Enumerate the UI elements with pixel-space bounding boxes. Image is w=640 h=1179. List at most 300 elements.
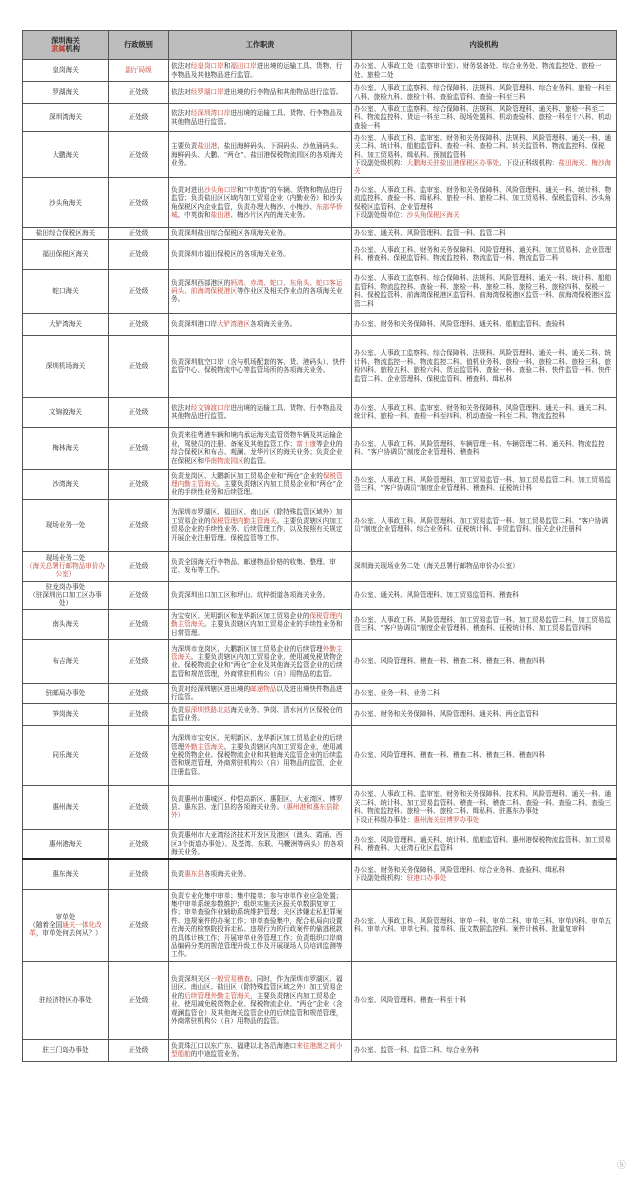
text-segment: 办公室、风险管理科、稽查一科、稽查二科、稽查三科、稽查四科 [354,657,546,666]
table-row [23,785,617,829]
cell-internal-units [352,178,617,228]
cell-level [109,427,169,469]
cell-duties [169,132,352,178]
cell-institution [23,427,109,469]
table-row [23,581,617,609]
cell-level [109,178,169,228]
text-segment: 为深圳市龙岗区、大鹏新区加工贸易企业的后续管理 [171,644,323,653]
text-segment: 海关行李物品、邮递物品价格的收集、整理、审定、发布等工作。 [171,557,336,575]
text-segment: 保税管理内勤主管海关 [171,611,343,629]
cell-internal-units [352,239,617,269]
text-segment: 保税管理内勤主管海关 [210,516,277,525]
cell-duties [169,609,352,639]
cell-institution [23,313,109,335]
text-segment: 下设副处级机构： [354,158,407,167]
text-segment: 经罗湖口岸 [190,88,224,97]
text-segment: 惠州海关驻博罗办事处 [413,815,480,824]
cell-level [109,785,169,829]
cell-institution [23,551,109,581]
cell-institution [23,269,109,313]
table-row [23,859,617,889]
text-segment: 大鹏海关 [52,150,79,159]
text-segment: 下设副处级单位： [354,211,407,220]
text-segment: 进出境的运输工具、货物、行李物品及其他物品进行监管。 [171,403,343,421]
text-segment: （驻深圳出口加工区办事处） [29,591,102,608]
table-row [23,1039,617,1061]
header-level: 行政级别 [109,31,169,60]
text-segment: 下设副处级机构： [354,874,407,883]
text-segment: 正处级 [128,520,149,529]
table-row [23,397,617,427]
cell-level [109,859,169,889]
text-segment: 福田保税区海关 [42,249,89,258]
text-segment: （惠州港和惠东县除外） [171,802,340,820]
text-segment: 负责龙岗区、大鹏新区加工贸易企业和“两仓”企业的 [171,471,323,480]
text-segment: 的监管业务。 [171,705,343,723]
cell-institution [23,132,109,178]
cell-internal-units [352,313,617,335]
text-segment: 原深圳铁路北站 [184,705,231,714]
cell-level [109,725,169,785]
text-segment: 为深圳市宝安区、光明新区、龙华新区加工贸易企业的后续管理 [171,734,343,751]
text-segment: 办公室、财务和关务保障科、风险管理科、通关科、两仓监管科 [354,709,539,718]
text-segment: 后续管理外勤主管海关 [184,991,251,1000]
text-segment: 副厅局级 [125,66,152,75]
cell-duties [169,725,352,785]
cell-level [109,313,169,335]
cell-internal-units [352,725,617,785]
text-segment: 深圳湾海关 [49,113,82,122]
table-row [23,683,617,703]
text-segment: 办公室、人事政工科、风险管理科、加工贸易监管一科、加工贸易监管二科、加工贸易监管三科、“客户协调员”制度企业管理科、稽查科、征税统计科、加工贸易监管四科 [354,615,612,633]
text-segment: 。主要负责辖区内加工贸易企业的手续性业务、后续管理工作，以及按照有关规定开展企业注册管理、保税监管等工作。 [171,516,343,542]
cell-internal-units [352,82,617,104]
table-row [23,60,617,82]
text-segment: 主要负责 [171,142,198,151]
text-segment: 一般贸易稽查 [210,974,251,983]
cell-duties [169,859,352,889]
text-segment: 的监管。 [243,456,270,465]
text-segment: 办公室、人事政工科、风险管理科、车辆管理一科、车辆管理二科、通关科、物流监控科、“客户协调员”制度企业管理科、稽查科 [354,439,605,457]
text-segment: 正处级 [128,229,149,238]
cell-internal-units [352,228,617,239]
table-row [23,829,617,859]
text-segment: 负责专业化集中审单；集中接单；参与审单作业应急处置；集中审单系统参数维护；组织实施关区报关单数据复审工作；审单查验作业辅助系统维护管理；关区涉嫌走私犯罪案件、违规案件的办案工作；审单查验集中，配合私局向设置在海关的检察院投诉走私、违规行为的行政案件的偷逃税款的具体计核工作；开展审单业务管理工作；负责组织口岸商品编码分类的规范管理升级工作及开展现场人员培训监测等工作。 [171,891,343,959]
table-row [23,82,617,104]
cell-institution [23,683,109,703]
cell-internal-units [352,335,617,397]
cell-duties [169,961,352,1039]
text-segment: 正处级 [128,657,149,666]
cell-level [109,132,169,178]
header-duties: 工作职责 [169,31,352,60]
text-segment: （海关总署行邮物品审价办公室） [25,561,106,579]
text-segment: 进出境的运输工具、货物、行李物品及其他物品进行监管。 [171,109,343,126]
cell-level [109,889,169,961]
table-row [23,239,617,269]
cell-level [109,703,169,725]
cell-institution [23,228,109,239]
text-segment: 惠州港海关 [49,839,82,848]
cell-level [109,228,169,239]
cell-institution [23,178,109,228]
text-segment: 为宝安区、光明新区和龙华新区加工贸易企业的 [171,611,310,620]
text-segment: 正处级 [128,995,149,1004]
text-segment: 依法对 [171,109,191,118]
text-segment: 文锦渡海关 [49,407,82,416]
cell-internal-units [352,785,617,829]
text-segment: 正处级 [128,286,149,295]
text-segment: 皇岗海关 [52,66,79,75]
text-segment: 进出境的运输工具、货物、行李物品及其他物品进行监管。 [171,62,343,79]
text-segment: 和“中英街”的车辆、货物和物品进行监管；负责盐田区区域内加工贸易企业（内勤业务）和沙头角保税区内企业监管，负责办理大梅沙、小梅沙、 [171,185,343,211]
table-row [23,551,617,581]
table-row [23,427,617,469]
cell-institution [23,829,109,859]
text-segment: 驻经济特区办事处 [39,995,92,1004]
text-segment: 各项海关业务。 [250,319,297,328]
table-row [23,269,617,313]
text-segment: 正处级 [128,113,149,122]
text-segment: 南头海关 [52,620,79,629]
text-segment: 经皇岗口岸 [190,62,224,71]
table-row [23,609,617,639]
text-segment: 、中英街和 [177,211,211,220]
text-segment: 华南物流园区 [203,456,244,465]
text-segment: 办公室、人事政工科、风险管理科、加工贸易监管一科、加工贸易监管二科、“客户协调员”制度企业管理科、综合业务科、征税统计科、非贸监管科、报关企业注册科 [354,516,608,534]
text-segment: 沙头角保税区海关 [406,211,460,220]
text-segment: 办公室、人事政工监察科、综合保障科、法规科、风险管理科、通关一科、统计科、船舶监管科、物流监控科、查验一科、旅检一科、旅检二科、旅检三科、旅检四科、保税一科、保税监管科、前海湾保税港区监管科、前海湾保税港区监管一科、前海湾保税港区监管二科 [354,274,612,308]
text-segment: 办公室、人事政工科、监审室、财务和关务保障科、法规科、风险管理科、通关一科、通关二科、统计科、船舶监管科、查检一科、查检二科、转关监管科、物流监控科、保税科、加工贸易科、缉私科、预制监管科 [354,133,612,159]
cell-institution [23,725,109,785]
text-segment: 各项海关业务。 [203,870,251,879]
text-segment: 办公室、监管一科、监管二科、综合业务科 [354,1045,480,1054]
text-segment: 。主要负责辖区内加工贸易企业、使用减免税货物企业、保税物流企业和其他海关监管企业的后续监管和规范管理，外商常驻机构公（自）用物品的监管，企业注册监管。 [171,742,343,776]
text-segment: 负责深圳航空口岸（含与机场配套的客、货、港码头）、快件监管中心、保税物流中心等监管场所的各项海关业务。 [171,357,346,375]
text-segment: 办公室、风险管理科、稽查一科至十科 [354,995,467,1004]
text-segment: 、下设正科级机构： [499,158,559,167]
text-segment: 罗湖海关 [52,88,79,97]
text-segment: 办公室、人事政工科、监审室、财务和关务保障科、风险管理科、通关一科、统计科、物流监控科、查验一科、缉私科、旅检一科、旅检二科、加工贸易科、保税监管科、沙头角保税区监管科、企业管理科 [354,185,612,211]
cell-level [109,1039,169,1061]
text-segment: 正处级 [128,319,149,328]
text-segment: 依法对 [171,88,191,97]
text-segment: 现场业务一处 [45,520,86,529]
text-segment: 驻邮局办事处 [45,689,86,698]
table-row [23,104,617,132]
text-segment: 办公室、人事政工监察科、综合保障科、法规科、风险管理科、综合业务科、旅检一科至八科、旅检九科、旅检十科、查验监管科、查验一科至三科 [354,84,612,101]
table-row [23,469,617,499]
text-segment: 。同时，作为深圳市罗湖区、福田区、南山区、盐田区（除特殊监管区域之外）加工贸易企业的 [171,974,343,1000]
text-segment: 正处级 [128,361,149,370]
cell-duties [169,581,352,609]
text-segment: 依法对 [171,62,191,71]
org-table [22,30,617,1062]
cell-internal-units [352,469,617,499]
text-segment: 保税管理内勤主管海关 [171,471,343,488]
cell-internal-units [352,499,617,551]
cell-institution [23,889,109,961]
text-segment: 正处级 [128,750,149,759]
cell-internal-units [352,609,617,639]
text-segment: 进出境的行李物品和其他物品进行监管。 [223,88,343,97]
text-segment: 办公室、人事政工科、监审室、财务和关务保障科、技术科、风险管理科、通关一科、通关二科、统计科、加工贸易监管科、稽查一科、稽查二科、查验一科、查验二科、查验三科、物流监控科、旅检一科、旅检二科、缉私科、驻惠东办事处 [354,790,612,816]
text-segment: 正处级 [128,1045,149,1054]
cell-level [109,551,169,581]
text-segment: 正处级 [128,709,149,718]
text-segment: 大铲湾海关 [49,319,82,328]
text-segment: 布吉海关 [52,657,79,666]
cell-duties [169,82,352,104]
text-segment: 负责深圳港口岸 [171,319,218,328]
cell-duties [169,228,352,239]
cell-institution [23,1039,109,1061]
text-segment: 沙头角海关 [49,198,82,207]
text-segment: 东部华侨城 [171,202,343,220]
cell-institution [23,785,109,829]
text-segment: （随着全国 [29,920,63,929]
cell-internal-units [352,132,617,178]
text-segment: 负责来往粤港车辆和境内承运海关监管货物车辆及其运输企业，驾驶员的注册、备案及其他监管工作； [171,431,343,448]
text-segment: 正处级 [128,249,149,258]
cell-internal-units [352,703,617,725]
text-segment: 驻三门岛办事处 [42,1045,89,1054]
text-segment: 办公室、人事政工监察科、综合保障科、法规科、风险管理科、通关科、旅检一科至二科、物流监控科、货运一科至二科、现场处置科、机动查验科、旅检一科至十八科、机动查验一科 [354,105,612,130]
text-segment: 负责深圳盐田综合保税区各项海关业务。 [171,229,290,238]
text-segment: 正处级 [128,689,149,698]
table-row [23,703,617,725]
cell-duties [169,104,352,132]
text-segment: 负责惠州市惠城区、仲恺高新区、惠阳区、大亚湾区、博罗县、惠东县、龙门县的各项海关业务。 [171,794,343,811]
text-segment: 办公室、通关科、风险管理科、加工贸易监管科、稽查科 [354,591,519,600]
text-segment: 办公室、人事政工监察科、综合保障科、法规科、风险管理科、通关一科、通关二科、统计科、物流监控一科、物流监控二科、值机业务科、旅检一科、旅检二科、旅检三科、旅检四科、旅检五科、旅检六科、货运监管科、查验一科、查验二科、快件监管一科、快件监管二科、企业管理科、保税监管科、稽查科、缉私科 [354,349,612,383]
cell-duties [169,703,352,725]
text-segment: 正处级 [128,479,149,488]
cell-internal-units [352,60,617,82]
org-table-wrapper [22,30,616,1062]
text-segment: 通关一体化改革 [29,920,102,938]
text-segment: 盐田综合保税区海关 [35,229,96,238]
text-segment: 办公室、人事政工科、风险管理科、加工贸易监管一科、加工贸易监管二科、加工贸易监管三科、“客户协调员”制度企业管理科、稽查科、征税统计科 [354,475,612,493]
cell-institution [23,82,109,104]
text-segment: 办公室、财务和关务保障科、风险管理科、通关科、船舶监管科、查验科 [354,319,565,328]
text-segment: 负责深圳西部港区的 [171,278,231,287]
text-segment: 沙湾海关 [52,479,79,488]
text-segment: 笋岗海关 [52,709,79,718]
cell-institution [23,239,109,269]
text-segment: 蛇口海关 [52,286,79,295]
cell-level [109,239,169,269]
cell-level [109,269,169,313]
cell-level [109,499,169,551]
cell-duties [169,683,352,703]
cell-institution [23,859,109,889]
cell-internal-units [352,104,617,132]
table-row [23,889,617,961]
cell-duties [169,427,352,469]
cell-level [109,961,169,1039]
cell-institution [23,703,109,725]
text-segment: 海关业务、笋岗、清水河片区保税仓 [230,705,336,714]
text-segment: 负责深圳出口加工区和坪山、坑梓街道各项海关业务。 [171,591,330,600]
text-segment: 办公室、风险管理科、通关科、统计科、船舶监管科、惠州港保税物流监管科、加工贸易科、稽查科、大亚湾石化区监管科 [354,835,612,852]
text-segment: 、梅沙片区内的海关业务。 [230,211,310,220]
cell-duties [169,269,352,313]
cell-institution [23,639,109,683]
text-segment: 盐田港 [210,211,231,220]
text-segment: 。主要负责辖区内加工贸易企业、使用减免税货物企业、保税物流企业和“两仓”企业及其他海关监管企业的后续监管和规范管理，外商常驻机构公（自）用物品的监管。 [171,652,343,678]
text-segment: 来往港澳之间小型船舶 [171,1041,343,1059]
table-row [23,178,617,228]
text-segment: 等企业的综合保税区和布吉、观澜、龙华片区的海关业务；负责企业在保税区和 [171,439,343,465]
text-segment: 、盐田海鲜码头、下洞码头、沙鱼涌码头、海鲜码头、大鹏、“两仓”、盐田港保税物流园区的各项海关业务。 [171,142,343,167]
text-segment: 外勤主管海关 [184,742,224,751]
table-row [23,132,617,178]
table-header [23,31,617,60]
header-internal-units: 内设机构 [352,31,617,60]
cell-institution [23,469,109,499]
cell-duties [169,335,352,397]
cell-internal-units [352,889,617,961]
text-segment: 办公室、人事政工科、监审室、财务和关务保障科、风险管理科、通关一科、通关二科、统计科、旅检一科、查检一科至四科、机动查验一科至二科、物流监控科 [354,403,612,421]
cell-duties [169,639,352,683]
cell-institution [23,609,109,639]
table-body [23,60,617,1062]
text-segment: 大铲湾港区 [217,319,251,328]
cell-institution [23,60,109,82]
header-institution: 深圳海关 隶属机构 [23,31,109,60]
table-row [23,961,617,1039]
text-segment: 妈湾、赤湾、蛇口、东角头、蛇口客运码头、前海湾保税港区 [171,278,343,295]
cell-institution [23,581,109,609]
text-segment: 。主要负责辖区内加工贸易企业的手续性业务和日常管理。 [171,620,343,637]
text-segment: 为深圳市罗湖区、福田区、南山区（除特殊监管区域外）加工贸易企业的 [171,508,343,525]
text-segment: 正处级 [128,198,149,207]
cell-institution [23,397,109,427]
text-segment: 审单处 [55,912,76,921]
cell-internal-units [352,581,617,609]
cell-level [109,829,169,859]
cell-internal-units [352,551,617,581]
text-segment: 现场业务二处 [45,553,86,562]
text-segment: 深圳海关现场业务二处（海关总署行邮物品审价办公室） [354,561,519,570]
text-segment: 办公室、财务和关务保障科、风险管理科、综合业务科、查验科、缉私科 [354,866,565,874]
text-segment: 大鹏海关驻盐田港保税区办事处 [406,158,500,167]
cell-duties [169,829,352,859]
text-segment: 驻港口办事处 [406,874,447,883]
table-row [23,335,617,397]
text-segment: 正处级 [128,88,149,97]
cell-level [109,639,169,683]
cell-duties [169,178,352,228]
cell-level [109,581,169,609]
text-segment: 以及进出境快件物品进行监管。 [171,684,343,702]
text-segment: 依法对 [171,403,191,412]
text-segment: 负责深圳关区 [171,974,211,983]
text-segment: 外勤主管海关 [171,644,343,661]
text-segment: 正处级 [128,920,149,929]
cell-internal-units [352,683,617,703]
text-segment: 正处级 [128,802,149,811]
text-segment: 负责深圳市福田保税区的各项海关业务。 [171,249,290,258]
text-segment: 等作业区及相关作业点的各项海关业务。 [171,286,343,304]
text-segment: 正处级 [128,407,149,416]
text-segment: ，主要负责辖区内加工贸易企业、使用减免税货物企业、保税物流企业、“两仓”企业（含观澜监管仓）及其他海关监管企业的后续监管和规范管理，外商常驻机构公（自）用物品的监管。 [171,991,343,1025]
cell-level [109,104,169,132]
cell-duties [169,889,352,961]
text-segment: 富士康 [296,439,317,448]
text-segment: 惠东县 [184,870,204,879]
cell-internal-units [352,961,617,1039]
text-segment: 邮递物品 [250,684,277,693]
text-segment: 负责惠州市大亚湾经济技术开发区及港区（澳头、霞涌、西区3个街道办事处）、及荃湾、东联、马鞭洲等码头）的各项海关业务。 [171,831,344,857]
cell-internal-units [352,427,617,469]
cell-internal-units [352,859,617,889]
text-segment: 的中途监管业务。 [190,1050,244,1059]
cell-level [109,683,169,703]
text-segment: 正处级 [128,561,149,570]
text-segment: 正处级 [128,839,149,848]
text-segment: 正处级 [128,443,149,452]
cell-duties [169,313,352,335]
cell-level [109,609,169,639]
text-segment: 驻龙岗办事处 [45,582,86,591]
table-row [23,313,617,335]
watermark-logo-icon: Ⓢ [616,1161,626,1171]
text-segment: 办公室、业务一科、业务二科 [354,689,440,698]
text-segment: 办公室、人事政工处（监察审计室）、财务装备处、综合业务处、物流监控处、旅检一处、旅检二处 [354,62,602,79]
cell-duties [169,469,352,499]
cell-level [109,82,169,104]
cell-institution [23,961,109,1039]
cell-internal-units [352,639,617,683]
text-segment: 负责珠江口以东广东、福建以北各沿海港口 [171,1041,297,1050]
cell-institution [23,104,109,132]
text-segment: 同乐海关 [52,750,79,759]
text-segment: 正处级 [128,870,149,879]
text-segment: 。主要负责辖区内加工贸易企业和“两仓”企业的手续性业务和后续管理。 [171,479,343,497]
table-row [23,639,617,683]
text-segment: 深圳机场海关 [45,361,86,370]
cell-internal-units [352,1039,617,1061]
text-segment: 福田口岸 [230,62,257,71]
text-segment: 下设正科级办事处： [354,815,414,824]
text-segment: ，审单处何去何从？） [35,929,102,938]
text-segment: 和 [223,62,231,71]
table-row [23,228,617,239]
text-segment: 惠州海关 [52,802,79,811]
cell-duties [169,551,352,581]
cell-duties [169,239,352,269]
text-segment: 负责 [171,870,185,879]
text-segment: 沙头角口岸 [203,185,237,194]
table-row [23,725,617,785]
cell-level [109,469,169,499]
cell-duties [169,1039,352,1061]
cell-internal-units [352,269,617,313]
text-segment: 正处级 [128,150,149,159]
text-segment: 盐田港 [197,142,218,151]
text-segment: 负责对经深圳辖区进出境的 [171,684,251,693]
cell-level [109,397,169,427]
text-segment: 经深圳湾口岸 [190,109,231,118]
text-segment: 负责 [171,705,185,714]
cell-internal-units [352,397,617,427]
table-row [23,499,617,551]
cell-duties [169,60,352,82]
text-segment: 办公室、人事政工科、财务和关务保障科、风险管理科、通关科、加工贸易科、企业管理科、稽查科、保税监管科、物流监控科、物流监管一科、物流监管二科 [354,245,612,263]
cell-internal-units [352,829,617,859]
